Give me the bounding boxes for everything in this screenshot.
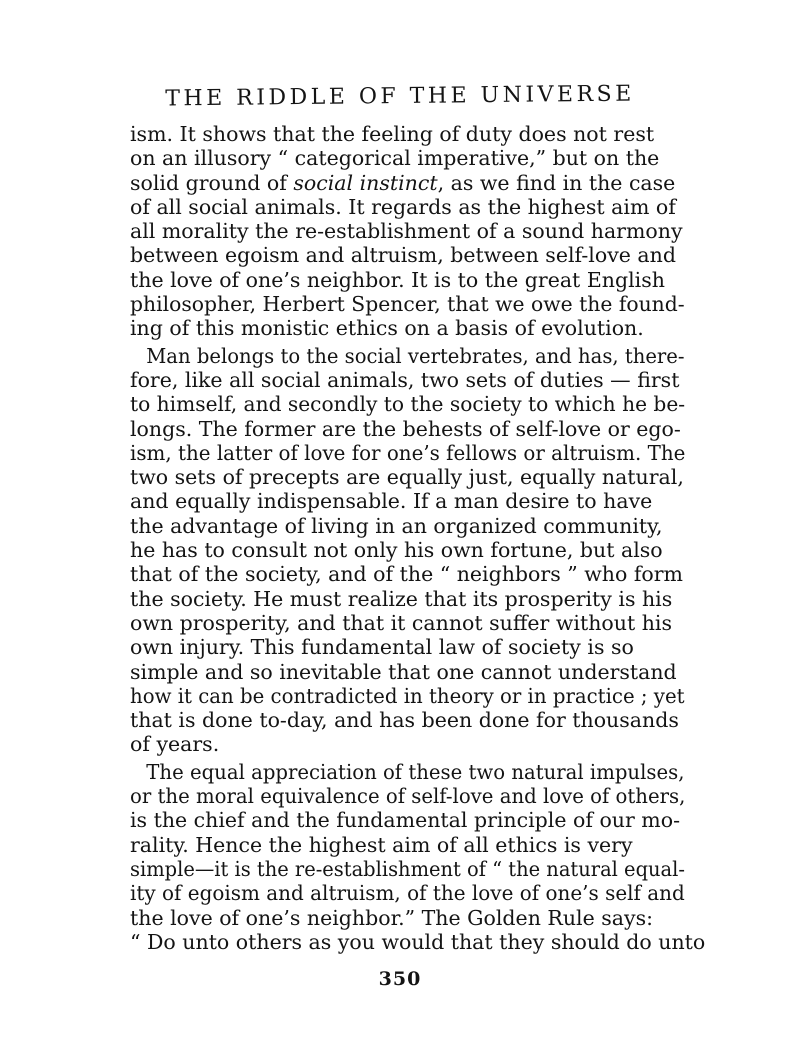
- text-line: to himself, and secondly to the society to which he be-: [130, 392, 686, 417]
- text-line: “ Do unto others as you would that they should do unto: [130, 929, 706, 954]
- text-line: ism, the latter of love for one’s fellows or altruism. The: [130, 440, 686, 465]
- text-line: solid ground of social instinct, as we find in the case: [130, 170, 676, 195]
- text-line: own prosperity, and that it cannot suffer without his: [130, 610, 672, 635]
- text-line: of all social animals. It regards as the highest aim of: [130, 194, 676, 219]
- text-line: how it can be contradicted in theory or in practice ; yet: [130, 683, 685, 708]
- text-line: all morality the re-establishment of a sound harmony: [130, 219, 683, 244]
- page-number: 350: [378, 968, 422, 990]
- text-line: is the chief and the fundamental principle of our mo-: [130, 808, 681, 833]
- text-line: or the moral equivalence of self-love and love of others,: [130, 784, 686, 809]
- text-line: simple—it is the re-establishment of “ the natural equal-: [130, 856, 685, 881]
- text-line: on an illusory “ categorical imperative,” but on the: [130, 146, 660, 171]
- text-line: fore, like all social animals, two sets of duties — first: [130, 367, 680, 392]
- text-line: the advantage of living in an organized community,: [130, 513, 663, 538]
- text-line: the love of one’s neighbor. It is to the great English: [130, 267, 665, 292]
- text-line: The equal appreciation of these two natural impulses,: [146, 759, 685, 784]
- text-line: of years.: [130, 732, 220, 757]
- text-line: philosopher, Herbert Spencer, that we owe the found-: [130, 292, 685, 317]
- text-line: ing of this monistic ethics on a basis of evolution.: [130, 316, 644, 341]
- paragraph: [130, 759, 706, 954]
- text-line: longs. The former are the behests of self-love or ego-: [130, 416, 681, 441]
- text-line: Man belongs to the social vertebrates, and has, there-: [146, 343, 685, 368]
- text-line: ism. It shows that the feeling of duty does not rest: [130, 122, 655, 146]
- text-line: the society. He must realize that its prosperity is his: [130, 586, 673, 611]
- text-line: between egoism and altruism, between self-love and: [130, 243, 676, 268]
- text-line: and equally indispensable. If a man desire to have: [130, 489, 653, 514]
- text-line: own injury. This fundamental law of society is so: [130, 635, 634, 660]
- text-line: two sets of precepts are equally just, equally natural,: [130, 465, 684, 490]
- text-line: he has to consult not only his own fortune, but also: [130, 538, 663, 563]
- text-line: ity of egoism and altruism, of the love of one’s self and: [130, 881, 685, 906]
- text-line: rality. Hence the highest aim of all ethics is very: [130, 832, 633, 857]
- running-head-title: THE RIDDLE OF THE UNIVERSE: [165, 81, 635, 112]
- text-line: simple and so inevitable that one cannot understand: [130, 659, 677, 684]
- paragraph: [130, 122, 685, 341]
- text-line: the love of one’s neighbor.” The Golden Rule says:: [130, 905, 654, 930]
- paragraph: [130, 344, 685, 757]
- text-line: that of the society, and of the “ neighbors ” who form: [130, 562, 683, 587]
- text-line: that is done to-day, and has been done for thousands: [130, 708, 679, 733]
- body-text: [130, 122, 706, 954]
